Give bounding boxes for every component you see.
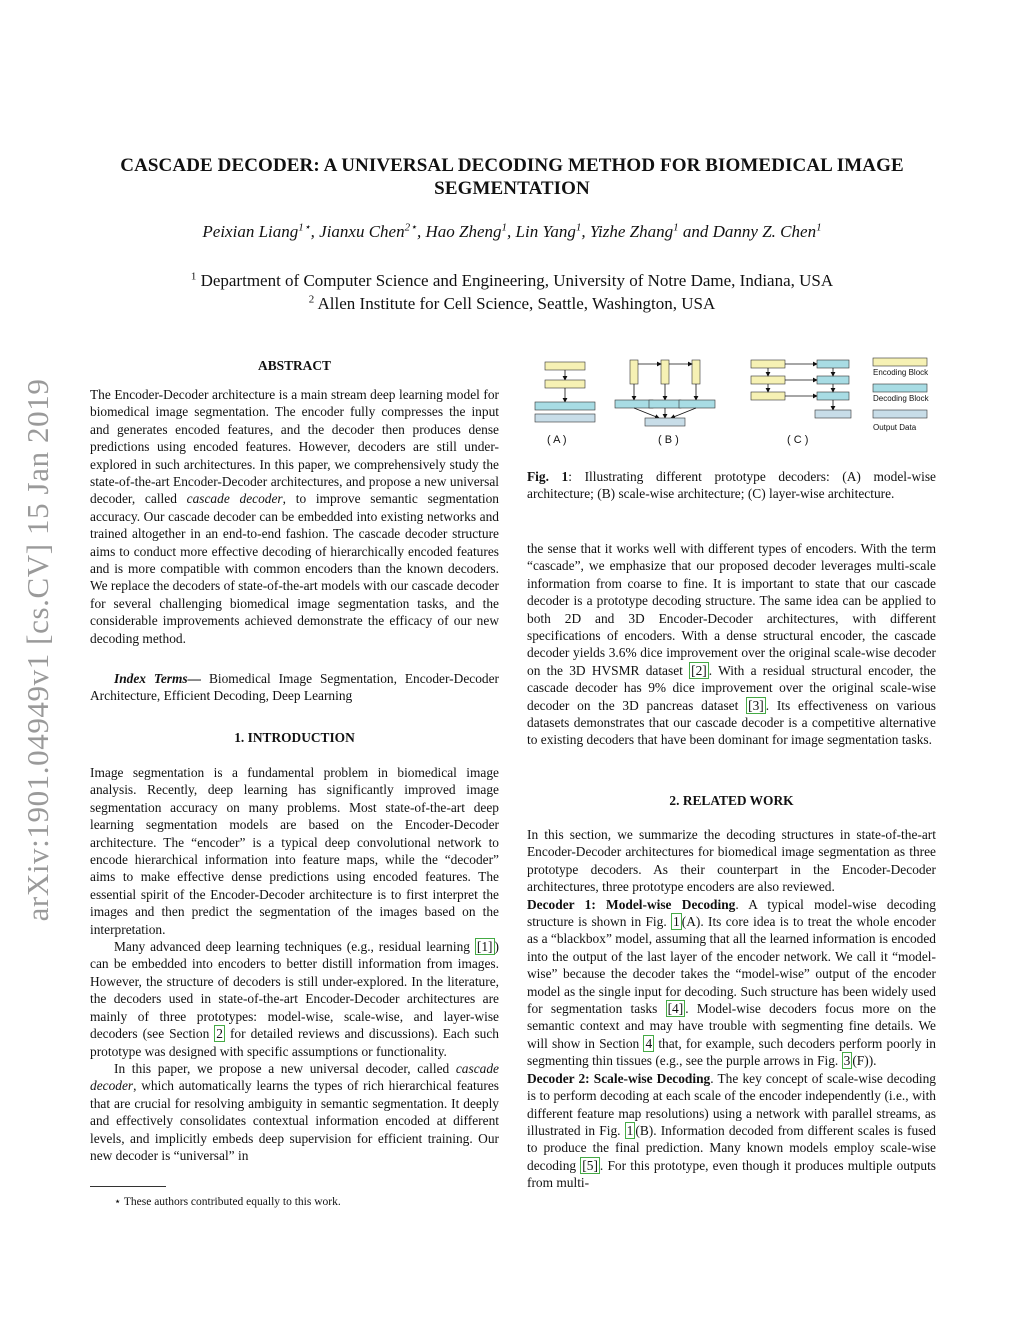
legend-decoding-label: Decoding Block: [873, 394, 929, 403]
affiliation-sup: 1: [190, 270, 197, 283]
author: Lin Yang: [515, 222, 576, 241]
figure-label-b: ( B ): [658, 434, 679, 446]
text-run: . A typical model-wise decoding structure is shown in Fig.: [527, 896, 936, 930]
abstract-body: [90, 386, 499, 647]
encoding-block: [630, 360, 638, 384]
legend-encoding-swatch: [873, 358, 927, 366]
text-run: In this paper, we propose a new universal decoder, called: [114, 1060, 456, 1076]
related-work-heading: 2. RELATED WORK: [669, 793, 794, 808]
author-separator: ,: [507, 222, 516, 241]
text-run: . The key concept of scale-wise decoding is to perform decoding at each scale of the encoder independently (i.e., with different feature map resolutions) using a network with parallel streams, as illustrated in Fig.: [527, 1070, 936, 1138]
text-run: . For this prototype, even though it produces multiple outputs from multi-: [527, 1157, 936, 1191]
author-separator: ,: [581, 222, 590, 241]
output-block: [645, 418, 685, 426]
intro-paragraph-2: [90, 938, 499, 1060]
figure-legend: [873, 358, 927, 418]
text-run: Many advanced deep learning techniques (e.g., residual learning: [114, 939, 475, 955]
encoding-block: [661, 360, 669, 384]
caption-text: : Illustrating different prototype decoders: (A) model-wise architecture; (B) scale-wise architecture; (C) layer-wise architecture.: [527, 469, 936, 501]
abstract-heading: ABSTRACT: [258, 358, 331, 373]
text-run: for detailed reviews and discussions). Each such prototype was designed with specific assumptions or functionality.: [90, 1026, 499, 1059]
figure-ref-link[interactable]: 1: [673, 914, 680, 930]
decoding-block: [535, 402, 595, 410]
text-run: that, for example, such decoders perform poorly in segmenting thin tissues (e.g., see the purple arrows in Fig.: [527, 1035, 937, 1069]
footnote: ⋆ These authors contributed equally to this work.: [114, 1196, 341, 1208]
decoding-block: [817, 360, 849, 368]
text-run: (A). Its core idea is to treat the whole encoder as a “blackbox” model, assuming that all the learned information is encoded into the output of the last layer of the encoder network. We call it “model-wise” because the decoder takes the “model-wise” output of the encoder model as the single input for decoding. Such structure has been widely used for segmentation tasks: [527, 914, 936, 1017]
author: Yizhe Zhang: [589, 222, 674, 241]
figure-ref-link[interactable]: 1: [626, 1122, 634, 1138]
intro-heading: 1. INTRODUCTION: [234, 730, 355, 745]
figure-label-a: ( A ): [547, 434, 567, 446]
encoding-block: [545, 362, 585, 370]
author-sup: 1: [673, 221, 679, 234]
author-and: and: [678, 222, 713, 241]
decoding-block: [817, 376, 849, 384]
diagram-c: [751, 360, 851, 418]
text-run: , which automatically learns the types of rich hierarchical features that are crucial for resolving ambiguity in semantic segmentation. It deeply and effectively consolidates contextual information encoded at different levels, and implicitly embeds deep supervision for efficient training. Our new decoder is “universal” in: [90, 1078, 499, 1163]
affiliation-2: [60, 294, 964, 314]
abstract-text: The Encoder-Decoder architecture is a main stream deep learning model for biomedical image segmentation. The encoder fully compresses the input and generates encoded features, and the decoder then produces dense predictions using encoded features. However, decoders are still under-explored in such architectures. In this paper, we comprehensively study the state-of-the-art Encoder-Decoder architectures, and propose a new universal decoder, called: [90, 387, 499, 507]
text-run: the sense that it works well with different types of encoders. With the term “cascade”, we emphasize that our proposed decoder leverages multi-scale information from coarse to fine. It is important to state that our cascade decoder is a prototype decoding structure. The same idea can be applied to both 2D and 3D Encoder-Decoder architectures, with different specifications of encoders. With a dense structural encoder, the cascade decoder yields 3.6% dice improvement over the original scale-wise decoder on the 3D HVSMR dataset: [527, 541, 936, 678]
author-list: [60, 222, 964, 242]
legend-encoding-label: Encoding Block: [873, 368, 929, 377]
author: Hao Zheng: [425, 222, 502, 241]
citation-link[interactable]: [3]: [748, 697, 764, 713]
decoder-2-label: Decoder 2: Scale-wise Decoding: [527, 1070, 711, 1086]
author: Jianxu Chen: [319, 222, 405, 241]
legend-output-swatch: [873, 410, 927, 418]
author-sup: 2⋆: [404, 221, 417, 234]
index-terms-text: Biomedical Image Segmentation, Encoder-Decoder Architecture, Efficient Decoding, Deep Learning: [90, 671, 499, 704]
text-run: (F)).: [852, 1053, 877, 1069]
figure-1: [527, 352, 936, 452]
abstract-text: , to improve semantic segmentation accuracy. Our cascade decoder can be embedded into existing networks and trained altogether in an end-to-end fashion. The cascade decoder structure aims to conduct more effective decoding of hierarchically encoded features and is more compatible with common encoders than the known decoders. We replace the decoders of state-of-the-art models with our cascade decoder for several challenging biomedical image segmentation tasks, and the considerable improvements achieved demonstrate the efficacy of our new decoding method.: [90, 491, 499, 646]
encoding-block: [751, 360, 785, 368]
section-ref-link[interactable]: 4: [645, 1035, 653, 1051]
figure-1-caption: [527, 468, 936, 502]
citation-link[interactable]: [4]: [667, 1001, 684, 1017]
decoder-1-label: Decoder 1: Model-wise Decoding: [527, 896, 736, 912]
decoding-block: [679, 400, 715, 408]
title-line-1: CASCADE DECODER: A UNIVERSAL DECODING METHOD FOR BIOMEDICAL IMAGE: [120, 155, 904, 176]
author: Peixian Liang: [202, 222, 299, 241]
encoding-block: [692, 360, 700, 384]
footnote-rule: [90, 1186, 166, 1187]
text-emphasis: cascade decoder: [90, 1060, 499, 1094]
figure-label-c: ( C ): [787, 434, 809, 446]
right-body-2: [527, 826, 936, 1192]
arxiv-id: arXiv:1901.04949v1 [cs.CV] 15 Jan 2019: [20, 378, 55, 922]
caption-label: Fig. 1: [527, 469, 569, 484]
text-run: . Model-wise decoders focus more on the semantic context and may have trouble with segmenting fine details. We will show in Section: [527, 1001, 936, 1051]
citation-link[interactable]: [5]: [582, 1157, 598, 1173]
output-block: [535, 414, 595, 422]
right-body-1: [527, 540, 936, 749]
text-run: (B). Information decoded from different scales is fused to produce the final prediction. Many known models employ scale-wise decoding: [527, 1122, 937, 1173]
encoding-block: [545, 380, 585, 388]
author-sup: 1⋆: [298, 221, 311, 234]
decoding-block: [615, 400, 653, 408]
decoding-block: [817, 392, 849, 400]
author-separator: ,: [310, 222, 320, 241]
citation-link[interactable]: [1]: [476, 939, 493, 955]
section-ref-link[interactable]: 2: [216, 1026, 223, 1042]
abstract-emphasis: cascade decoder: [186, 491, 283, 507]
intro-paragraph-1: Image segmentation is a fundamental problem in biomedical image analysis. Recently, deep learning has significantly improved image segmentation accuracy on many problems. Most state-of-the-art deep learning segmentation models are based on the Encoder-Decoder architecture. The “encoder” is a typical deep convolutional network to encode hierarchical information into feature maps, while the “decoder” aims to make effective dense predictions using encoded features. The essential spirit of the Encoder-Decoder architecture is to first interpret the images and then predict the segmentation of the images based on the interpretation.: [90, 765, 499, 937]
author: Danny Z. Chen: [712, 222, 817, 241]
figure-ref-link[interactable]: 3: [843, 1053, 851, 1069]
intro-body: [90, 764, 499, 1164]
citation-link[interactable]: [2]: [691, 662, 707, 678]
title-line-2: SEGMENTATION: [434, 178, 590, 199]
diagram-a: [535, 362, 595, 422]
affiliation-text: Department of Computer Science and Engineering, University of Notre Dame, Indiana, USA: [196, 271, 834, 290]
text-run: . With a residual structural encoder, the cascade decoder has 9% dice improvement over the original scale-wise decoder on the 3D pancreas dataset: [527, 662, 936, 713]
author-separator: ,: [417, 222, 426, 241]
diagram-b: [615, 360, 715, 426]
legend-decoding-swatch: [873, 384, 927, 392]
encoding-block: [751, 376, 785, 384]
author-sup: 1: [816, 221, 822, 234]
intro-paragraph-3: [90, 1060, 499, 1164]
encoding-block: [751, 392, 785, 400]
decoder-1-paragraph: [527, 896, 936, 1070]
paper-title: [60, 154, 964, 200]
related-intro: In this section, we summarize the decoding structures in state-of-the-art Encoder-Decoder architectures for biomedical image segmentation as three prototype decoders. As their counterpart in the Encoder-Decoder architectures, three prototype encoders are also reviewed.: [527, 827, 936, 895]
text-run: ) can be embedded into encoders to better distill information from images. However, the structure of decoders is still under-explored. In the literature, the decoders used in state-of-the-art Encoder-Decoder architectures are mainly of three prototypes: model-wise, scale-wise, and layer-wise decoders (see Section: [90, 939, 499, 1042]
index-terms: [90, 670, 499, 705]
text-run: . Its effectiveness on various datasets demonstrates that our cascade decoder is a competitive alternative to existing decoders that have been dominant for image segmentation tasks.: [527, 697, 936, 748]
author-sup: 1: [501, 221, 508, 234]
right-paragraph-1: [527, 540, 936, 749]
decoder-2-paragraph: [527, 1070, 936, 1192]
index-terms-label: Index Terms—: [114, 671, 202, 686]
decoding-block: [649, 400, 681, 408]
legend-output-label: Output Data: [873, 423, 917, 432]
affiliation-text: Allen Institute for Cell Science, Seattle, Washington, USA: [314, 294, 716, 313]
affiliation-1: [60, 271, 964, 291]
affiliation-sup: 2: [308, 293, 315, 306]
author-sup: 1: [575, 221, 582, 234]
output-block: [815, 410, 851, 418]
